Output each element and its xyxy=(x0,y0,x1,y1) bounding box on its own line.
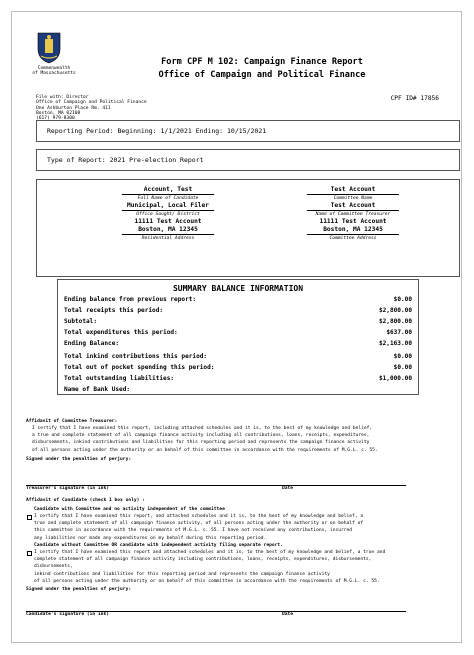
report-page xyxy=(11,11,462,643)
report-type-box xyxy=(36,149,460,171)
candidate-affidavit-heading: Affidavit of Candidate (check 1 box only) : xyxy=(26,498,145,503)
report-type: Type of Report: 2021 Pre-election Report xyxy=(47,156,204,164)
reporting-period: Reporting Period: Beginning: 1/1/2021 Ending: 10/15/2021 xyxy=(47,127,267,135)
candidate-address-line2: Boston, MA 12345 xyxy=(122,226,214,235)
form-title: Form CPF M 102: Campaign Finance Report Office of Campaign and Political Finance xyxy=(158,57,366,80)
committee-name: Test Account xyxy=(307,186,399,195)
option2-text: I certify that I have examined this report and attached schedules and it is, to the best of my knowledge and belief, a true and complete statement of all campaign finance activity including contributions, loans, receipts, expenditures, disbursements, disbursements, inkind contributions and liabilities for this reporting period and represents the campaign finance activity of all persons acting under the authority or on behalf of this committee in accordance with the requirements of M.G.L. c. 55. xyxy=(34,550,386,584)
option1-text: I certify that I have examined this report, and attached schedules and it is, to the best of my knowledge and belief, a true and complete statement of all campaign finance activity, of all persons acting under the authority or on behalf of this committee in accordance with the requirements of M.G.L. c. 55. I have not received any contributions, incurred any liabilities nor made any expenditures on my behalf during this reporting period. xyxy=(34,514,364,541)
treasurer-perjury-label: Signed under the penalties of perjury: xyxy=(26,457,132,462)
seal-caption: Commonwealth of Massachusetts xyxy=(32,66,76,76)
treasurer-date-label: Date xyxy=(282,486,294,491)
committee-address-line2: Boston, MA 12345 xyxy=(307,226,399,235)
file-with-address: File with: Director Office of Campaign and Political Finance One Ashburton Place Rm. 411 Boston, MA 02108 (617) 979-8300 xyxy=(36,95,147,122)
committee-address-line1: 11111 Test Account xyxy=(319,218,387,225)
option2-checkbox[interactable] xyxy=(27,551,32,556)
treasurer-affidavit-heading: Affidavit of Committee Treasurer: xyxy=(26,419,118,424)
candidate-committee-box xyxy=(36,179,460,277)
committee-info: Test Account Committee Name Test Account Name of Committee Treasurer 11111 Test Account Boston, MA 12345 Committee Address xyxy=(307,186,399,242)
committee-treasurer: Test Account xyxy=(307,202,399,211)
summary-balance-box: SUMMARY BALANCE INFORMATION Ending balance from previous report: $0.00 Total receipts this period: $2,800.00 Subtotal: $2,800.00 Total expenditures this period: $637.00 Ending Balance: $2,163.00 Total inkind contributions this period: $0.00 Total out of pocket spending this period: $0.00 Total outstanding liabilities: $1,000.00 Name of Bank Used: xyxy=(57,279,419,395)
option2-heading: Candidate without Committee OR candidate with independent activity filing separate report. xyxy=(34,543,283,548)
massachusetts-seal-icon xyxy=(36,31,62,64)
candidate-perjury-label: Signed under the penalties of perjury: xyxy=(26,587,132,592)
candidate-signature-label: Candidate's signature (in ink) xyxy=(26,612,109,617)
summary-title: SUMMARY BALANCE INFORMATION xyxy=(172,284,304,293)
treasurer-signature-label: Treasurer's signature (in ink) xyxy=(26,486,109,491)
reporting-period-box xyxy=(36,120,460,142)
candidate-name: Account, Test xyxy=(122,186,214,195)
candidate-office: Municipal, Local Filer xyxy=(122,202,214,211)
candidate-address-line1: 11111 Test Account xyxy=(134,218,202,225)
option1-heading: Candidate with Committee and no activity independent of the committee xyxy=(34,507,225,512)
treasurer-affidavit-text: I certify that I have examined this report, including attached schedules and it is, to the best of my knowledge and belief, a true and complete statement of all campaign finance activity including all contributions, loans, receipts, expenditures, disbursements, inkind contributions and liabilities for this reporting period and represents the campaign finance activity of all persons acting under the authority or on behalf of this committee in accordance with the requirements of M.G.L. c. 55. xyxy=(32,426,378,453)
candidate-date-label: Date xyxy=(282,612,294,617)
cpf-id: CPF ID# 17856 xyxy=(390,95,439,102)
candidate-info: Account, Test Full Name of Candidate Municipal, Local Filer Office Sought/ District 11111 Test Account Boston, MA 12345 Residential Address xyxy=(122,186,214,242)
option1-checkbox[interactable] xyxy=(27,515,32,520)
